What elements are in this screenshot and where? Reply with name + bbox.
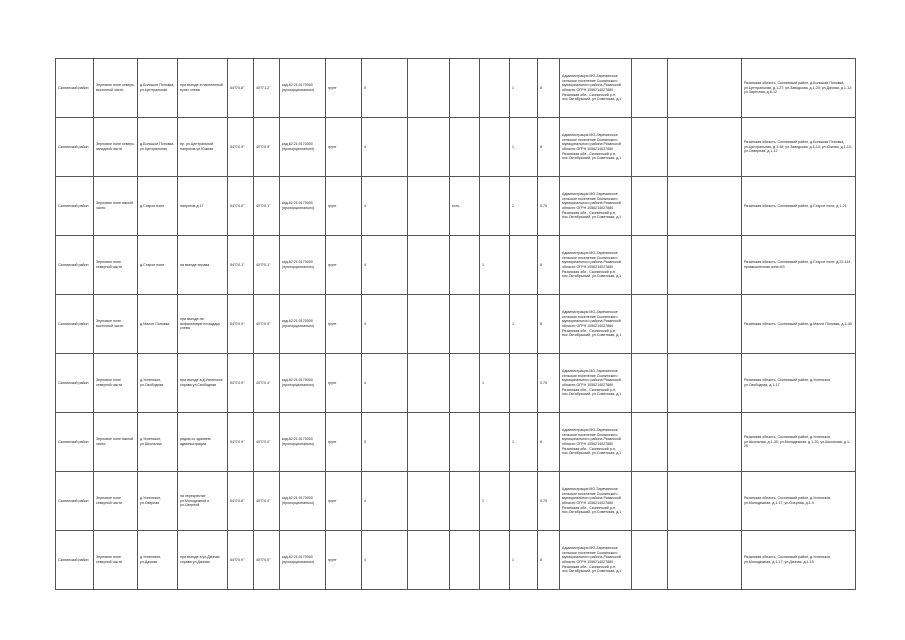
table-row (56, 295, 856, 354)
district-cell: Скопинский район (56, 118, 94, 177)
locality-cell: д.Успенское, ул.Озерная (138, 472, 178, 531)
waste-source-cell: Рязанская область, Скопинский район, д.Успенское, ул.Школьная, д.1-30; ул.Молодежная, д.1-20; ул.Школьная, д.1-20 (742, 413, 856, 472)
waste-source-cell: Рязанская область, Скопинский район, д.Большая Поповка, ул.Центральная, д.1-27; ул.Заводская, д.1-20; ул.Дачная, д.1-12; ул.Заречная, д.8-12 (742, 59, 856, 118)
blank-cell (408, 177, 450, 236)
longitude-cell: 40°0'1.2" (254, 59, 280, 118)
blank-cell (632, 354, 668, 413)
object-cell: Зерновое поле северной части (94, 354, 138, 413)
blank-cell (408, 413, 450, 472)
cadastral-cell: кад.62:21:0170000 (пропорционально) (280, 295, 326, 354)
latitude-cell: 54°0'0.0" (228, 177, 254, 236)
surface-cell: грунт (326, 118, 362, 177)
blank-cell (668, 413, 742, 472)
cadastral-cell: кад.62:21:0170000 (пропорционально) (280, 531, 326, 590)
blank-cell (450, 531, 480, 590)
count-cell (480, 59, 510, 118)
latitude-cell: 54°0'0.8" (228, 472, 254, 531)
surface-cell: грунт (326, 59, 362, 118)
district-cell: Скопинский район (56, 413, 94, 472)
area-cell: 5 (362, 59, 408, 118)
longitude-cell: 40°0'0.0" (254, 413, 280, 472)
volume-cell: 8 (538, 295, 560, 354)
district-cell: Скопинский район (56, 295, 94, 354)
owner-cell: Администрация МО-Заречинское сельское поселение Скопинского муниципального района Рязанской области ОГРН 1056214027880 Рязанская обл., Скопинский р-н, пос.Октябрьский, ул.Советская, д.1 (560, 413, 632, 472)
blank-cell (632, 118, 668, 177)
count-cell (510, 472, 538, 531)
blank-cell (668, 118, 742, 177)
table-body (56, 59, 856, 590)
surface-cell: грунт (326, 236, 362, 295)
blank-cell (632, 531, 668, 590)
table-row (56, 531, 856, 590)
blank-cell (632, 59, 668, 118)
waste-source-cell: Рязанская область, Скопинский район, д.Старое поле, д.22-114 промышленная зона МЗ (742, 236, 856, 295)
longitude-cell: 40°0'0.4" (254, 472, 280, 531)
location-cell: на перекрестке ул.Молодежной и ул.Озерной (178, 472, 228, 531)
latitude-cell: 54°0'0.9" (228, 118, 254, 177)
count-cell: 1 (510, 295, 538, 354)
surface-cell: грунт (326, 472, 362, 531)
district-cell: Скопинский район (56, 177, 94, 236)
table-row (56, 118, 856, 177)
surface-cell: грунт (326, 531, 362, 590)
owner-cell: Администрация МО-Заречинское сельское поселение Скопинского муниципального района Рязанской области ОГРН 1056214027880 Рязанская обл., Скопинский р-н, пос.Октябрьский, ул.Советская, д.1 (560, 59, 632, 118)
locality-cell: д.Большое Поповка, ул.Центральная (138, 118, 178, 177)
owner-cell: Администрация МО-Заречинское сельское поселение Скопинского муниципального района Рязанской области ОГРН 1056214027880 Рязанская обл., Скопинский р-н, пос.Октябрьский, ул.Советская, д.1 (560, 354, 632, 413)
blank-cell (450, 413, 480, 472)
location-cell: при въезде в ул.Дачная справа ул.Дачная (178, 531, 228, 590)
area-cell: 4 (362, 295, 408, 354)
location-cell: при въезде в населенный пункт слева (178, 59, 228, 118)
count-cell: 1 (510, 413, 538, 472)
count-cell (480, 531, 510, 590)
cadastral-cell: кад.62:21:0170000 (пропорционально) (280, 59, 326, 118)
count-cell: 1 (510, 59, 538, 118)
blank-cell (632, 472, 668, 531)
owner-cell: Администрация МО-Заречинское сельское поселение Скопинского муниципального района Рязанской области ОГРН 1056214027880 Рязанская обл., Скопинский р-н, пос.Октябрьский, ул.Советская, д.1 (560, 236, 632, 295)
blank-cell (450, 295, 480, 354)
volume-cell: 8 (538, 118, 560, 177)
blank-cell (668, 531, 742, 590)
volume-cell: 8 (538, 236, 560, 295)
object-cell: Зерновое поле северной части (94, 531, 138, 590)
district-cell: Скопинский район (56, 472, 94, 531)
object-cell: Зерновое поле северной части (94, 472, 138, 531)
locality-cell: д.Успенское, ул.Дачная (138, 531, 178, 590)
locality-cell: д.Малое Поповка (138, 295, 178, 354)
district-cell: Скопинский район (56, 531, 94, 590)
table-row (56, 472, 856, 531)
volume-cell: 0.75 (538, 177, 560, 236)
area-cell: 5 (362, 413, 408, 472)
blank-cell (668, 177, 742, 236)
object-cell: Зерновое поле северной части (94, 236, 138, 295)
latitude-cell: 54°0'0.8" (228, 59, 254, 118)
latitude-cell: 54°0'0.9" (228, 413, 254, 472)
blank-cell (408, 236, 450, 295)
latitude-cell: 54°0'0.9" (228, 531, 254, 590)
longitude-cell: 40°0'0.9" (254, 295, 280, 354)
owner-cell: Администрация МО-Заречинское сельское поселение Скопинского муниципального района Рязанской области ОГРН 1056214027880 Рязанская обл., Скопинский р-н, пос.Октябрьский, ул.Советская, д.1 (560, 531, 632, 590)
district-cell: Скопинский район (56, 354, 94, 413)
locality-cell: д.Старое поле (138, 177, 178, 236)
count-cell (480, 413, 510, 472)
latitude-cell: 54°0'0.9" (228, 295, 254, 354)
latitude-cell: 54°0'0.1" (228, 236, 254, 295)
blank-cell (668, 472, 742, 531)
cadastral-cell: кад.62:21:0170000 (пропорционально) (280, 118, 326, 177)
location-cell: при въезде на асфальтовую площадку слева (178, 295, 228, 354)
blank-cell (450, 118, 480, 177)
area-cell: 4 (362, 354, 408, 413)
longitude-cell: 40°0'0.0" (254, 531, 280, 590)
volume-cell: 0.75 (538, 472, 560, 531)
surface-cell: грунт (326, 177, 362, 236)
longitude-cell: 40°0'0.9" (254, 118, 280, 177)
blank-cell (408, 354, 450, 413)
cadastral-cell: кад.62:21:0170000 (пропорционально) (280, 236, 326, 295)
owner-cell: Администрация МО-Заречинское сельское поселение Скопинского муниципального района Рязанской области ОГРН 1056214027880 Рязанская обл., Скопинский р-н, пос.Октябрьский, ул.Советская, д.1 (560, 472, 632, 531)
count-cell: 1 (510, 118, 538, 177)
blank-cell (450, 354, 480, 413)
longitude-cell: 40°0'0.1" (254, 236, 280, 295)
area-cell: 4 (362, 531, 408, 590)
waste-source-cell: Рязанская область, Скопинский район, д.Большая Поповка, ул.Центральная, д.1-48; ул.Заводская, д.1-13; ул.Южная, д.1-10; ул.Северная, д.1-12 (742, 118, 856, 177)
longitude-cell: 40°0'0.4" (254, 354, 280, 413)
blank-cell (450, 59, 480, 118)
area-cell: 4 (362, 177, 408, 236)
object-cell: Зерновое поле восточной части (94, 295, 138, 354)
blank-cell (668, 236, 742, 295)
table-row (56, 413, 856, 472)
object-cell: Зерновое поле северо-восточной части (94, 59, 138, 118)
location-cell: рядом со зданием администрации (178, 413, 228, 472)
waste-source-cell: Рязанская область, Скопинский район, д.Успенское, ул.Молодежная, д.1-17; ул.Озерная, д.1-9 (742, 472, 856, 531)
location-cell: при въезде в д.Успенское справа ул.Свободная (178, 354, 228, 413)
blank-cell (408, 118, 450, 177)
waste-source-cell: Рязанская область, Скопинский район, д.Успенское, ул.Свободная, д.1-17 (742, 354, 856, 413)
blank-cell (450, 236, 480, 295)
owner-cell: Администрация МО-Заречинское сельское поселение Скопинского муниципального района Рязанской области ОГРН 1056214027880 Рязанская обл., Скопинский р-н, пос.Октябрьский, ул.Советская, д.1 (560, 295, 632, 354)
volume-cell: 8 (538, 413, 560, 472)
location-cell: напротив д.17 (178, 177, 228, 236)
count-cell (510, 236, 538, 295)
blank-cell (668, 354, 742, 413)
latitude-cell: 54°0'0.9" (228, 354, 254, 413)
count-cell (510, 354, 538, 413)
blank-cell: есть (450, 177, 480, 236)
count-cell (480, 177, 510, 236)
volume-cell: 8 (538, 531, 560, 590)
blank-cell (408, 472, 450, 531)
surface-cell: грунт (326, 413, 362, 472)
table-row (56, 59, 856, 118)
register-sheet (55, 58, 851, 590)
blank-cell (632, 295, 668, 354)
district-cell: Скопинский район (56, 59, 94, 118)
surface-cell: грунт (326, 295, 362, 354)
count-cell: 1 (480, 236, 510, 295)
waste-source-cell: Рязанская область, Скопинский район, д.Старое поле, д.1-21 (742, 177, 856, 236)
location-cell: пр. ул.Центральной напротив ул.Южная (178, 118, 228, 177)
area-cell: 4 (362, 236, 408, 295)
cadastral-cell: кад.62:21:0170000 (пропорционально) (280, 413, 326, 472)
blank-cell (408, 295, 450, 354)
count-cell: 1 (480, 472, 510, 531)
object-cell: Зерновое поле северо-западной части (94, 118, 138, 177)
count-cell (480, 118, 510, 177)
volume-cell: 0.75 (538, 354, 560, 413)
count-cell: 1 (510, 531, 538, 590)
locality-cell: д.Большое Поповка, ул.Центральная (138, 59, 178, 118)
owner-cell: Администрация МО-Заречинское сельское поселение Скопинского муниципального района Рязанской области ОГРН 1056214027880 Рязанская обл., Скопинский р-н, пос.Октябрьский, ул.Советская, д.1 (560, 177, 632, 236)
table-row (56, 236, 856, 295)
count-cell (480, 295, 510, 354)
count-cell: 2 (510, 177, 538, 236)
locality-cell: д.Успенское, ул.Свободная (138, 354, 178, 413)
district-cell: Скопинский район (56, 236, 94, 295)
table-row (56, 354, 856, 413)
surface-cell: грунт (326, 354, 362, 413)
owner-cell: Администрация МО-Заречинское сельское поселение Скопинского муниципального района Рязанской области ОГРН 1056214027880 Рязанская обл., Скопинский р-н, пос.Октябрьский, ул.Советская, д.1 (560, 118, 632, 177)
locality-cell: д.Успенское, ул.Школьная (138, 413, 178, 472)
locality-cell: д.Старое поле (138, 236, 178, 295)
blank-cell (668, 295, 742, 354)
blank-cell (408, 531, 450, 590)
waste-source-cell: Рязанская область, Скопинский район, д.Успенское, ул.Молодежная, д.1-17; ул.Дачная, д.1-15 (742, 531, 856, 590)
object-cell: Зерновое поле южной части (94, 413, 138, 472)
object-cell: Зерновое поле южной части (94, 177, 138, 236)
blank-cell (632, 177, 668, 236)
area-cell: 4 (362, 472, 408, 531)
container-sites-table (55, 58, 856, 590)
volume-cell: 8 (538, 59, 560, 118)
waste-source-cell: Рязанская область, Скопинский район, д.Малое Поповка, д.1-40 (742, 295, 856, 354)
table-row (56, 177, 856, 236)
count-cell: 1 (480, 354, 510, 413)
cadastral-cell: кад.62:21:0170000 (пропорционально) (280, 177, 326, 236)
cadastral-cell: кад.62:21:0170000 (пропорционально) (280, 472, 326, 531)
area-cell: 4 (362, 118, 408, 177)
blank-cell (450, 472, 480, 531)
location-cell: на въезде справа (178, 236, 228, 295)
blank-cell (668, 59, 742, 118)
longitude-cell: 40°0'0.1" (254, 177, 280, 236)
blank-cell (632, 413, 668, 472)
blank-cell (408, 59, 450, 118)
blank-cell (632, 236, 668, 295)
cadastral-cell: кад.62:21:0170000 (пропорционально) (280, 354, 326, 413)
